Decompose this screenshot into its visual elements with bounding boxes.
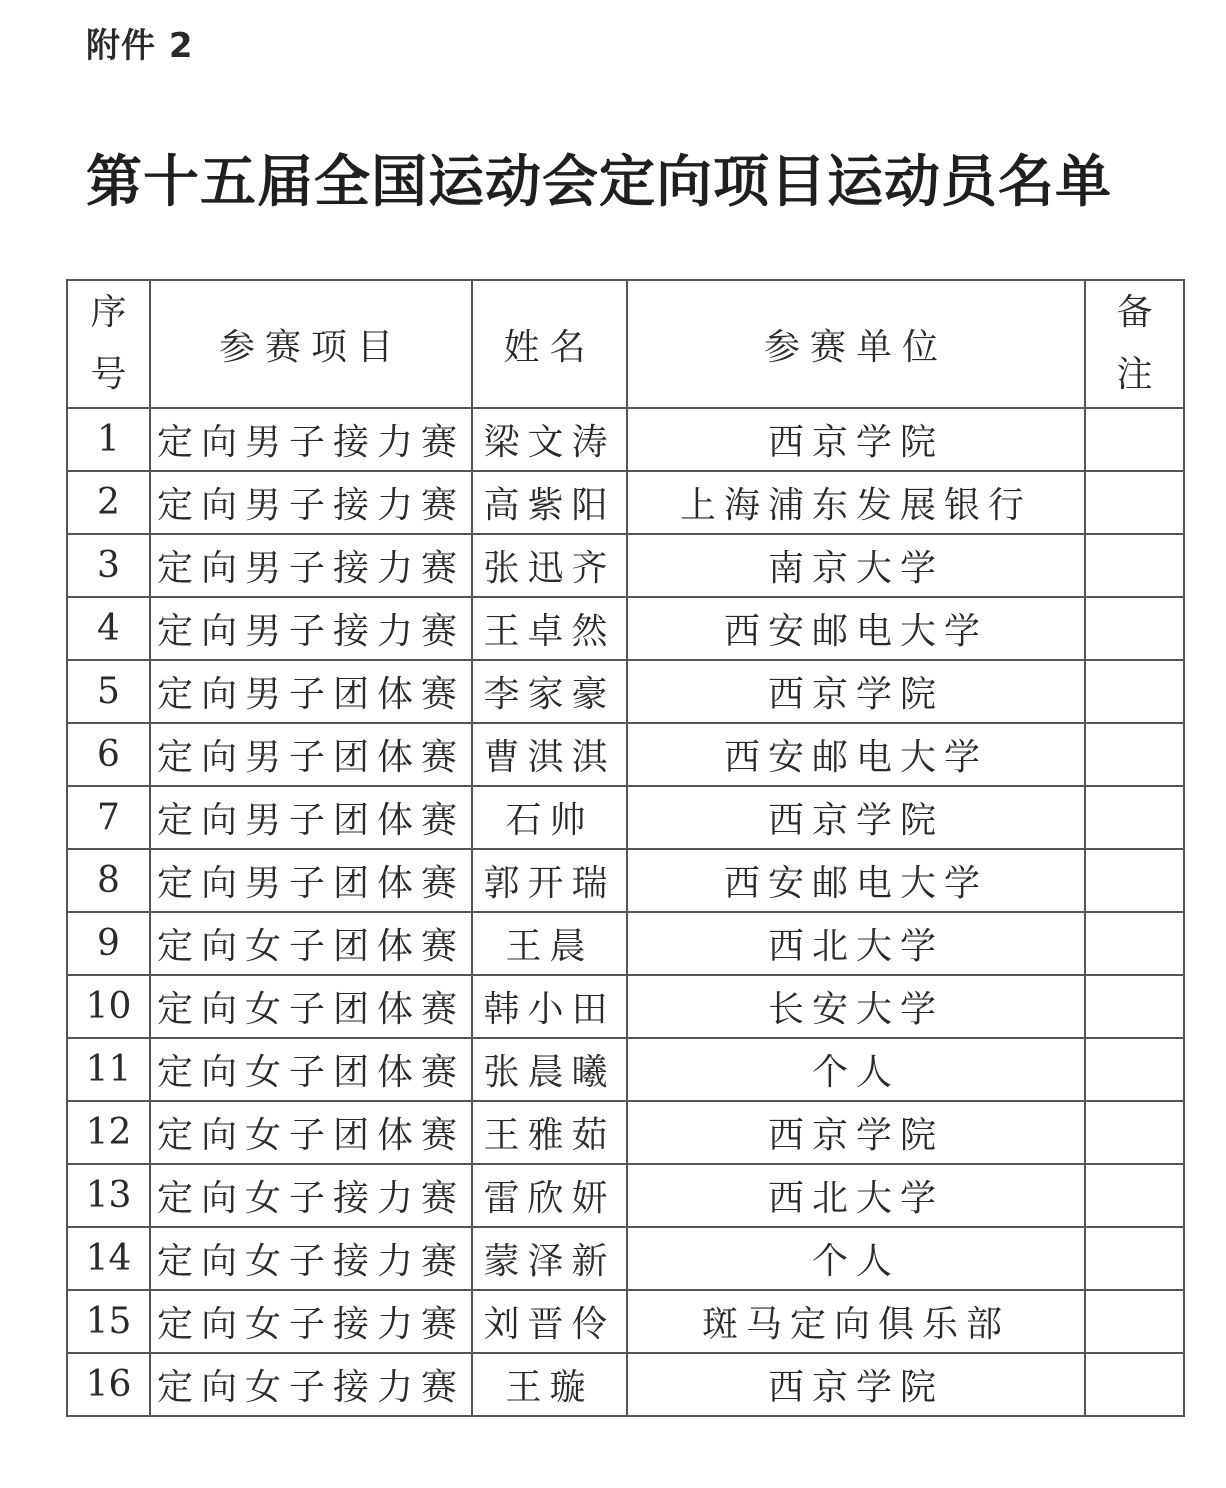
cell-no: 1 — [67, 408, 150, 471]
cell-name: 郭开瑞 — [472, 849, 627, 912]
cell-no: 10 — [67, 975, 150, 1038]
cell-event: 定向女子团体赛 — [150, 912, 472, 975]
table-row — [67, 849, 1184, 912]
cell-unit: 西安邮电大学 — [627, 723, 1085, 786]
cell-unit: 个人 — [627, 1038, 1085, 1101]
cell-name: 韩小田 — [472, 975, 627, 1038]
header-no-line2: 号 — [90, 354, 127, 395]
cell-note — [1085, 1164, 1184, 1227]
header-note-line1: 备 — [1116, 292, 1153, 333]
cell-no: 4 — [67, 597, 150, 660]
table-row — [67, 1353, 1184, 1416]
cell-event: 定向女子接力赛 — [150, 1290, 472, 1353]
cell-unit: 西京学院 — [627, 660, 1085, 723]
cell-name: 石帅 — [472, 786, 627, 849]
table-header-row — [67, 280, 1184, 408]
cell-event: 定向女子团体赛 — [150, 975, 472, 1038]
header-no — [67, 280, 150, 408]
table-row — [67, 1164, 1184, 1227]
cell-event: 定向男子接力赛 — [150, 408, 472, 471]
cell-name: 梁文涛 — [472, 408, 627, 471]
cell-note — [1085, 723, 1184, 786]
cell-no: 3 — [67, 534, 150, 597]
cell-no: 2 — [67, 471, 150, 534]
cell-event: 定向男子团体赛 — [150, 723, 472, 786]
cell-no: 9 — [67, 912, 150, 975]
cell-name: 蒙泽新 — [472, 1227, 627, 1290]
cell-unit: 斑马定向俱乐部 — [627, 1290, 1085, 1353]
header-event: 参赛项目 — [150, 280, 472, 408]
cell-note — [1085, 534, 1184, 597]
cell-no: 8 — [67, 849, 150, 912]
cell-no: 12 — [67, 1101, 150, 1164]
cell-unit: 南京大学 — [627, 534, 1085, 597]
cell-unit: 个人 — [627, 1227, 1085, 1290]
cell-note — [1085, 660, 1184, 723]
table-body — [67, 408, 1184, 1416]
cell-event: 定向男子接力赛 — [150, 597, 472, 660]
cell-event: 定向男子团体赛 — [150, 660, 472, 723]
cell-no: 14 — [67, 1227, 150, 1290]
cell-name: 雷欣妍 — [472, 1164, 627, 1227]
cell-note — [1085, 1038, 1184, 1101]
table-row — [67, 1290, 1184, 1353]
cell-event: 定向女子团体赛 — [150, 1038, 472, 1101]
athlete-roster-table — [66, 279, 1185, 1417]
cell-unit: 西北大学 — [627, 912, 1085, 975]
cell-note — [1085, 786, 1184, 849]
cell-name: 王晨 — [472, 912, 627, 975]
cell-no: 11 — [67, 1038, 150, 1101]
table-row — [67, 597, 1184, 660]
cell-note — [1085, 1101, 1184, 1164]
cell-unit: 西京学院 — [627, 1353, 1085, 1416]
cell-event: 定向男子接力赛 — [150, 471, 472, 534]
cell-name: 李家豪 — [472, 660, 627, 723]
cell-name: 王卓然 — [472, 597, 627, 660]
cell-unit: 西京学院 — [627, 1101, 1085, 1164]
attachment-label: 附件 2 — [86, 26, 194, 66]
header-note — [1085, 280, 1184, 408]
cell-note — [1085, 1227, 1184, 1290]
cell-event: 定向女子接力赛 — [150, 1227, 472, 1290]
cell-unit: 长安大学 — [627, 975, 1085, 1038]
table-row — [67, 723, 1184, 786]
cell-name: 张迅齐 — [472, 534, 627, 597]
cell-unit: 上海浦东发展银行 — [627, 471, 1085, 534]
cell-unit: 西京学院 — [627, 408, 1085, 471]
cell-name: 张晨曦 — [472, 1038, 627, 1101]
cell-name: 刘晋伶 — [472, 1290, 627, 1353]
cell-no: 6 — [67, 723, 150, 786]
cell-unit: 西安邮电大学 — [627, 849, 1085, 912]
cell-note — [1085, 975, 1184, 1038]
cell-event: 定向女子接力赛 — [150, 1353, 472, 1416]
cell-note — [1085, 849, 1184, 912]
table-row — [67, 471, 1184, 534]
cell-note — [1085, 1353, 1184, 1416]
cell-note — [1085, 1290, 1184, 1353]
header-unit: 参赛单位 — [627, 280, 1085, 408]
table-row — [67, 660, 1184, 723]
cell-note — [1085, 471, 1184, 534]
table-row — [67, 1038, 1184, 1101]
table-row — [67, 534, 1184, 597]
cell-name: 王璇 — [472, 1353, 627, 1416]
cell-event: 定向男子接力赛 — [150, 534, 472, 597]
table-row — [67, 786, 1184, 849]
table-row — [67, 975, 1184, 1038]
table-row — [67, 1101, 1184, 1164]
cell-no: 7 — [67, 786, 150, 849]
document-title: 第十五届全国运动会定向项目运动员名单 — [86, 150, 1112, 215]
cell-no: 13 — [67, 1164, 150, 1227]
table-row — [67, 1227, 1184, 1290]
cell-event: 定向女子接力赛 — [150, 1164, 472, 1227]
cell-note — [1085, 597, 1184, 660]
cell-no: 5 — [67, 660, 150, 723]
cell-no: 15 — [67, 1290, 150, 1353]
cell-no: 16 — [67, 1353, 150, 1416]
table-row — [67, 912, 1184, 975]
table-row — [67, 408, 1184, 471]
cell-name: 曹淇淇 — [472, 723, 627, 786]
cell-event: 定向女子团体赛 — [150, 1101, 472, 1164]
cell-unit: 西北大学 — [627, 1164, 1085, 1227]
cell-note — [1085, 912, 1184, 975]
cell-event: 定向男子团体赛 — [150, 786, 472, 849]
header-no-line1: 序 — [90, 292, 127, 333]
header-note-line2: 注 — [1116, 354, 1153, 395]
cell-unit: 西安邮电大学 — [627, 597, 1085, 660]
cell-name: 王雅茹 — [472, 1101, 627, 1164]
cell-unit: 西京学院 — [627, 786, 1085, 849]
cell-event: 定向男子团体赛 — [150, 849, 472, 912]
cell-note — [1085, 408, 1184, 471]
header-name: 姓名 — [472, 280, 627, 408]
cell-name: 高紫阳 — [472, 471, 627, 534]
